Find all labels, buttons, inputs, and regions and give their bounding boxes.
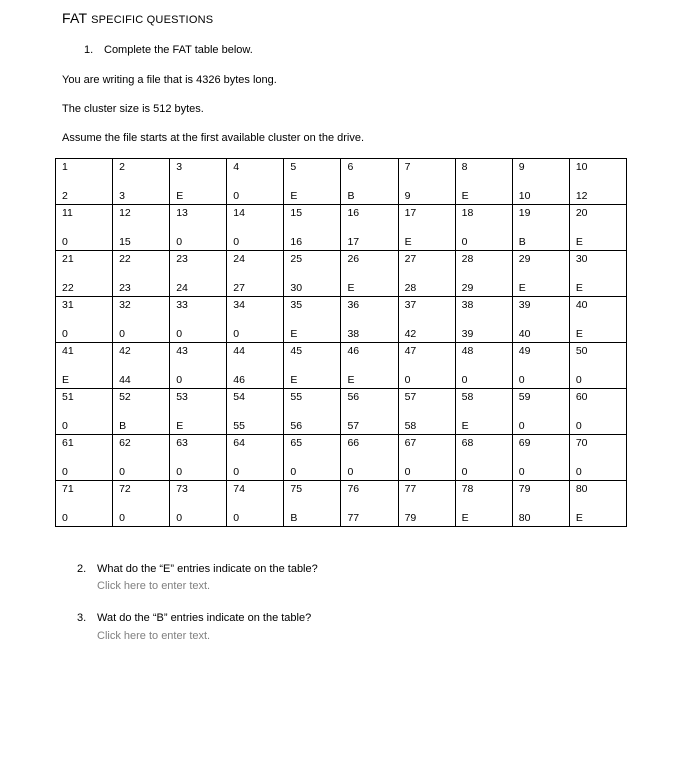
- cluster-number-cell: 11: [56, 205, 113, 221]
- fat-entry-cell: 39: [455, 327, 512, 343]
- fat-entry-cell: 0: [170, 327, 227, 343]
- cluster-number-cell: 22: [113, 251, 170, 267]
- cluster-number-cell: 59: [512, 389, 569, 405]
- fat-entry-row: [56, 235, 627, 251]
- cluster-number-cell: 57: [398, 389, 455, 405]
- spacer-cell: [170, 450, 227, 465]
- spacer-cell: [341, 220, 398, 235]
- fat-entry-row: [56, 373, 627, 389]
- fat-entry-cell: 22: [56, 281, 113, 297]
- spacer-cell: [284, 266, 341, 281]
- spacer-cell: [455, 450, 512, 465]
- fat-entry-cell: 23: [113, 281, 170, 297]
- spacer-cell: [227, 358, 284, 373]
- fat-entry-cell: 0: [56, 327, 113, 343]
- cluster-number-cell: 29: [512, 251, 569, 267]
- fat-entry-cell: 0: [227, 465, 284, 481]
- fat-entry-cell: 0: [170, 235, 227, 251]
- spacer-cell: [455, 358, 512, 373]
- cluster-number-cell: 65: [284, 435, 341, 451]
- cluster-number-cell: 80: [569, 481, 626, 497]
- spacer-cell: [227, 404, 284, 419]
- spacer-cell: [569, 220, 626, 235]
- spacer-cell: [341, 174, 398, 189]
- cluster-number-cell: 31: [56, 297, 113, 313]
- cluster-number-cell: 10: [569, 159, 626, 175]
- fat-entry-cell: 42: [398, 327, 455, 343]
- fat-entry-cell: 46: [227, 373, 284, 389]
- fat-entry-cell: 0: [227, 511, 284, 527]
- fat-entry-cell: 80: [512, 511, 569, 527]
- cluster-number-cell: 23: [170, 251, 227, 267]
- cluster-number-cell: 63: [170, 435, 227, 451]
- spacer-cell: [227, 312, 284, 327]
- spacer-cell: [284, 404, 341, 419]
- question-1: [84, 44, 253, 56]
- fat-entry-cell: 29: [455, 281, 512, 297]
- cluster-number-cell: 66: [341, 435, 398, 451]
- fat-entry-cell: 27: [227, 281, 284, 297]
- cluster-number-cell: 15: [284, 205, 341, 221]
- spacer-cell: [113, 266, 170, 281]
- fat-entry-row: [56, 189, 627, 205]
- cluster-number-cell: 79: [512, 481, 569, 497]
- cluster-number-cell: 25: [284, 251, 341, 267]
- cluster-number-cell: 46: [341, 343, 398, 359]
- fat-entry-cell: 2: [56, 189, 113, 205]
- cluster-number-cell: 76: [341, 481, 398, 497]
- cluster-number-cell: 38: [455, 297, 512, 313]
- fat-entry-cell: 0: [56, 511, 113, 527]
- cluster-number-cell: 52: [113, 389, 170, 405]
- fat-entry-cell: E: [341, 373, 398, 389]
- cluster-number-cell: 51: [56, 389, 113, 405]
- cluster-number-cell: 64: [227, 435, 284, 451]
- cluster-number-cell: 33: [170, 297, 227, 313]
- cluster-number-cell: 1: [56, 159, 113, 175]
- spacer-cell: [398, 266, 455, 281]
- cluster-number-cell: 54: [227, 389, 284, 405]
- question-1-number: 1.: [84, 44, 94, 56]
- cluster-number-cell: 20: [569, 205, 626, 221]
- spacer-cell: [512, 404, 569, 419]
- fat-entry-cell: E: [341, 281, 398, 297]
- spacer-cell: [170, 312, 227, 327]
- spacer-cell: [455, 496, 512, 511]
- answer-3-field[interactable]: Click here to enter text.: [97, 630, 211, 642]
- cluster-number-cell: 26: [341, 251, 398, 267]
- fat-entry-cell: 0: [569, 373, 626, 389]
- cluster-number-cell: 17: [398, 205, 455, 221]
- fat-entry-cell: 28: [398, 281, 455, 297]
- fat-entry-cell: E: [455, 189, 512, 205]
- spacer-cell: [455, 174, 512, 189]
- spacer-cell: [113, 174, 170, 189]
- fat-entry-cell: 0: [455, 235, 512, 251]
- cluster-number-row: [56, 205, 627, 221]
- spacer-cell: [113, 358, 170, 373]
- fat-entry-cell: E: [569, 235, 626, 251]
- question-2-text: What do the “E” entries indicate on the table?: [97, 563, 318, 575]
- spacer-cell: [341, 496, 398, 511]
- fat-entry-cell: E: [170, 189, 227, 205]
- fat-entry-cell: E: [170, 419, 227, 435]
- fat-entry-row: [56, 419, 627, 435]
- cluster-number-cell: 34: [227, 297, 284, 313]
- spacer-cell: [455, 220, 512, 235]
- fat-entry-cell: 0: [113, 511, 170, 527]
- fat-entry-cell: 0: [569, 465, 626, 481]
- fat-entry-cell: B: [341, 189, 398, 205]
- fat-entry-cell: B: [512, 235, 569, 251]
- cluster-number-cell: 14: [227, 205, 284, 221]
- cluster-number-cell: 69: [512, 435, 569, 451]
- cluster-number-cell: 40: [569, 297, 626, 313]
- spacer-row: [56, 358, 627, 373]
- cluster-number-cell: 62: [113, 435, 170, 451]
- fat-entry-cell: 0: [170, 511, 227, 527]
- fat-entry-row: [56, 511, 627, 527]
- spacer-cell: [284, 220, 341, 235]
- cluster-number-cell: 36: [341, 297, 398, 313]
- spacer-cell: [398, 174, 455, 189]
- spacer-cell: [56, 312, 113, 327]
- fat-entry-cell: E: [455, 511, 512, 527]
- cluster-number-cell: 43: [170, 343, 227, 359]
- cluster-number-cell: 78: [455, 481, 512, 497]
- cluster-number-cell: 71: [56, 481, 113, 497]
- fat-entry-cell: B: [284, 511, 341, 527]
- fat-entry-cell: 0: [170, 373, 227, 389]
- spacer-cell: [284, 450, 341, 465]
- spacer-cell: [341, 358, 398, 373]
- fat-entry-cell: 58: [398, 419, 455, 435]
- fat-entry-cell: 40: [512, 327, 569, 343]
- fat-entry-cell: 0: [56, 465, 113, 481]
- cluster-number-cell: 12: [113, 205, 170, 221]
- cluster-number-cell: 58: [455, 389, 512, 405]
- spacer-cell: [398, 450, 455, 465]
- cluster-number-cell: 8: [455, 159, 512, 175]
- fat-entry-cell: 0: [398, 465, 455, 481]
- question-2: [77, 563, 318, 575]
- cluster-number-cell: 13: [170, 205, 227, 221]
- question-3: [77, 612, 311, 624]
- file-size-text: You are writing a file that is 4326 bytes long.: [62, 74, 277, 86]
- fat-entry-cell: 77: [341, 511, 398, 527]
- fat-entry-cell: 30: [284, 281, 341, 297]
- spacer-cell: [170, 220, 227, 235]
- spacer-cell: [170, 358, 227, 373]
- fat-entry-cell: 0: [512, 419, 569, 435]
- cluster-number-cell: 9: [512, 159, 569, 175]
- question-1-text: Complete the FAT table below.: [104, 44, 253, 56]
- cluster-number-cell: 49: [512, 343, 569, 359]
- fat-table: [55, 158, 627, 527]
- spacer-cell: [284, 174, 341, 189]
- spacer-cell: [569, 266, 626, 281]
- fat-entry-row: [56, 281, 627, 297]
- question-3-text: Wat do the “B” entries indicate on the table?: [97, 612, 312, 624]
- fat-entry-cell: E: [512, 281, 569, 297]
- page-title: [62, 10, 213, 26]
- spacer-cell: [569, 312, 626, 327]
- spacer-cell: [569, 404, 626, 419]
- cluster-number-cell: 53: [170, 389, 227, 405]
- cluster-number-cell: 19: [512, 205, 569, 221]
- spacer-cell: [170, 496, 227, 511]
- spacer-cell: [284, 312, 341, 327]
- cluster-number-cell: 30: [569, 251, 626, 267]
- spacer-row: [56, 404, 627, 419]
- spacer-cell: [227, 266, 284, 281]
- fat-entry-cell: E: [284, 373, 341, 389]
- fat-entry-cell: E: [455, 419, 512, 435]
- spacer-cell: [170, 174, 227, 189]
- spacer-cell: [512, 220, 569, 235]
- cluster-number-cell: 2: [113, 159, 170, 175]
- spacer-cell: [56, 450, 113, 465]
- cluster-number-cell: 72: [113, 481, 170, 497]
- cluster-number-cell: 7: [398, 159, 455, 175]
- fat-entry-cell: 0: [398, 373, 455, 389]
- cluster-number-cell: 47: [398, 343, 455, 359]
- cluster-number-cell: 61: [56, 435, 113, 451]
- spacer-cell: [512, 266, 569, 281]
- spacer-cell: [512, 496, 569, 511]
- fat-entry-cell: 17: [341, 235, 398, 251]
- fat-entry-cell: 0: [113, 327, 170, 343]
- spacer-cell: [284, 358, 341, 373]
- title-first: FAT: [62, 10, 87, 26]
- spacer-cell: [398, 404, 455, 419]
- cluster-number-cell: 45: [284, 343, 341, 359]
- fat-entry-cell: 57: [341, 419, 398, 435]
- fat-entry-cell: 38: [341, 327, 398, 343]
- fat-entry-row: [56, 327, 627, 343]
- spacer-cell: [56, 174, 113, 189]
- fat-entry-row: [56, 465, 627, 481]
- fat-entry-cell: 79: [398, 511, 455, 527]
- cluster-number-cell: 18: [455, 205, 512, 221]
- cluster-number-cell: 67: [398, 435, 455, 451]
- cluster-number-cell: 39: [512, 297, 569, 313]
- spacer-cell: [512, 312, 569, 327]
- fat-entry-cell: E: [569, 281, 626, 297]
- spacer-cell: [56, 358, 113, 373]
- fat-entry-cell: E: [398, 235, 455, 251]
- cluster-number-cell: 27: [398, 251, 455, 267]
- cluster-number-cell: 16: [341, 205, 398, 221]
- fat-entry-cell: 0: [341, 465, 398, 481]
- fat-entry-cell: 44: [113, 373, 170, 389]
- fat-entry-cell: 0: [170, 465, 227, 481]
- fat-entry-cell: E: [56, 373, 113, 389]
- spacer-cell: [170, 266, 227, 281]
- title-second: SPECIFIC QUESTIONS: [91, 14, 214, 26]
- cluster-number-cell: 37: [398, 297, 455, 313]
- cluster-number-cell: 32: [113, 297, 170, 313]
- fat-entry-cell: E: [569, 511, 626, 527]
- spacer-row: [56, 220, 627, 235]
- spacer-cell: [56, 404, 113, 419]
- cluster-number-row: [56, 251, 627, 267]
- spacer-cell: [56, 266, 113, 281]
- fat-entry-cell: 0: [227, 235, 284, 251]
- fat-entry-cell: 3: [113, 189, 170, 205]
- spacer-cell: [512, 450, 569, 465]
- cluster-number-cell: 77: [398, 481, 455, 497]
- cluster-number-cell: 73: [170, 481, 227, 497]
- fat-entry-cell: E: [569, 327, 626, 343]
- fat-entry-cell: 0: [512, 465, 569, 481]
- spacer-cell: [227, 220, 284, 235]
- cluster-number-cell: 28: [455, 251, 512, 267]
- cluster-number-cell: 50: [569, 343, 626, 359]
- spacer-cell: [227, 174, 284, 189]
- spacer-cell: [227, 496, 284, 511]
- fat-entry-cell: 10: [512, 189, 569, 205]
- spacer-row: [56, 312, 627, 327]
- spacer-cell: [113, 496, 170, 511]
- spacer-cell: [113, 404, 170, 419]
- cluster-number-cell: 4: [227, 159, 284, 175]
- spacer-cell: [56, 496, 113, 511]
- fat-entry-cell: 16: [284, 235, 341, 251]
- spacer-cell: [341, 312, 398, 327]
- spacer-cell: [284, 496, 341, 511]
- fat-entry-cell: 55: [227, 419, 284, 435]
- cluster-number-cell: 56: [341, 389, 398, 405]
- fat-entry-cell: 0: [113, 465, 170, 481]
- cluster-number-cell: 60: [569, 389, 626, 405]
- cluster-number-cell: 24: [227, 251, 284, 267]
- spacer-cell: [569, 450, 626, 465]
- spacer-cell: [512, 358, 569, 373]
- question-3-number: 3.: [77, 612, 87, 624]
- fat-entry-cell: 56: [284, 419, 341, 435]
- cluster-number-cell: 42: [113, 343, 170, 359]
- spacer-cell: [170, 404, 227, 419]
- fat-entry-cell: 9: [398, 189, 455, 205]
- cluster-number-row: [56, 343, 627, 359]
- spacer-cell: [56, 220, 113, 235]
- fat-entry-cell: 0: [56, 235, 113, 251]
- spacer-cell: [113, 450, 170, 465]
- cluster-number-cell: 44: [227, 343, 284, 359]
- spacer-cell: [398, 312, 455, 327]
- cluster-number-cell: 21: [56, 251, 113, 267]
- spacer-cell: [398, 220, 455, 235]
- assumption-text: Assume the file starts at the first available cluster on the drive.: [62, 132, 365, 144]
- spacer-cell: [341, 404, 398, 419]
- fat-entry-cell: 0: [455, 373, 512, 389]
- fat-entry-cell: E: [284, 189, 341, 205]
- spacer-cell: [455, 266, 512, 281]
- cluster-number-cell: 75: [284, 481, 341, 497]
- fat-entry-cell: 0: [227, 189, 284, 205]
- fat-entry-cell: E: [284, 327, 341, 343]
- fat-entry-cell: 0: [512, 373, 569, 389]
- cluster-number-cell: 74: [227, 481, 284, 497]
- cluster-size-text: The cluster size is 512 bytes.: [62, 103, 204, 115]
- spacer-cell: [398, 496, 455, 511]
- fat-entry-cell: 0: [284, 465, 341, 481]
- spacer-cell: [113, 312, 170, 327]
- spacer-cell: [341, 266, 398, 281]
- cluster-number-row: [56, 481, 627, 497]
- cluster-number-row: [56, 389, 627, 405]
- fat-entry-cell: B: [113, 419, 170, 435]
- spacer-row: [56, 266, 627, 281]
- spacer-cell: [512, 174, 569, 189]
- cluster-number-cell: 35: [284, 297, 341, 313]
- cluster-number-cell: 41: [56, 343, 113, 359]
- spacer-cell: [569, 358, 626, 373]
- spacer-row: [56, 450, 627, 465]
- spacer-cell: [569, 496, 626, 511]
- spacer-cell: [455, 312, 512, 327]
- cluster-number-cell: 48: [455, 343, 512, 359]
- spacer-cell: [455, 404, 512, 419]
- fat-entry-cell: 0: [455, 465, 512, 481]
- answer-2-field[interactable]: Click here to enter text.: [97, 580, 211, 592]
- fat-entry-cell: 15: [113, 235, 170, 251]
- spacer-cell: [398, 358, 455, 373]
- cluster-number-cell: 5: [284, 159, 341, 175]
- spacer-cell: [113, 220, 170, 235]
- cluster-number-cell: 3: [170, 159, 227, 175]
- cluster-number-row: [56, 435, 627, 451]
- cluster-number-cell: 55: [284, 389, 341, 405]
- fat-entry-cell: 0: [569, 419, 626, 435]
- cluster-number-row: [56, 159, 627, 175]
- spacer-cell: [341, 450, 398, 465]
- fat-entry-cell: 24: [170, 281, 227, 297]
- question-2-number: 2.: [77, 563, 87, 575]
- cluster-number-cell: 68: [455, 435, 512, 451]
- cluster-number-row: [56, 297, 627, 313]
- spacer-cell: [227, 450, 284, 465]
- fat-entry-cell: 0: [56, 419, 113, 435]
- fat-entry-cell: 12: [569, 189, 626, 205]
- spacer-row: [56, 174, 627, 189]
- spacer-cell: [569, 174, 626, 189]
- fat-entry-cell: 0: [227, 327, 284, 343]
- cluster-number-cell: 6: [341, 159, 398, 175]
- cluster-number-cell: 70: [569, 435, 626, 451]
- spacer-row: [56, 496, 627, 511]
